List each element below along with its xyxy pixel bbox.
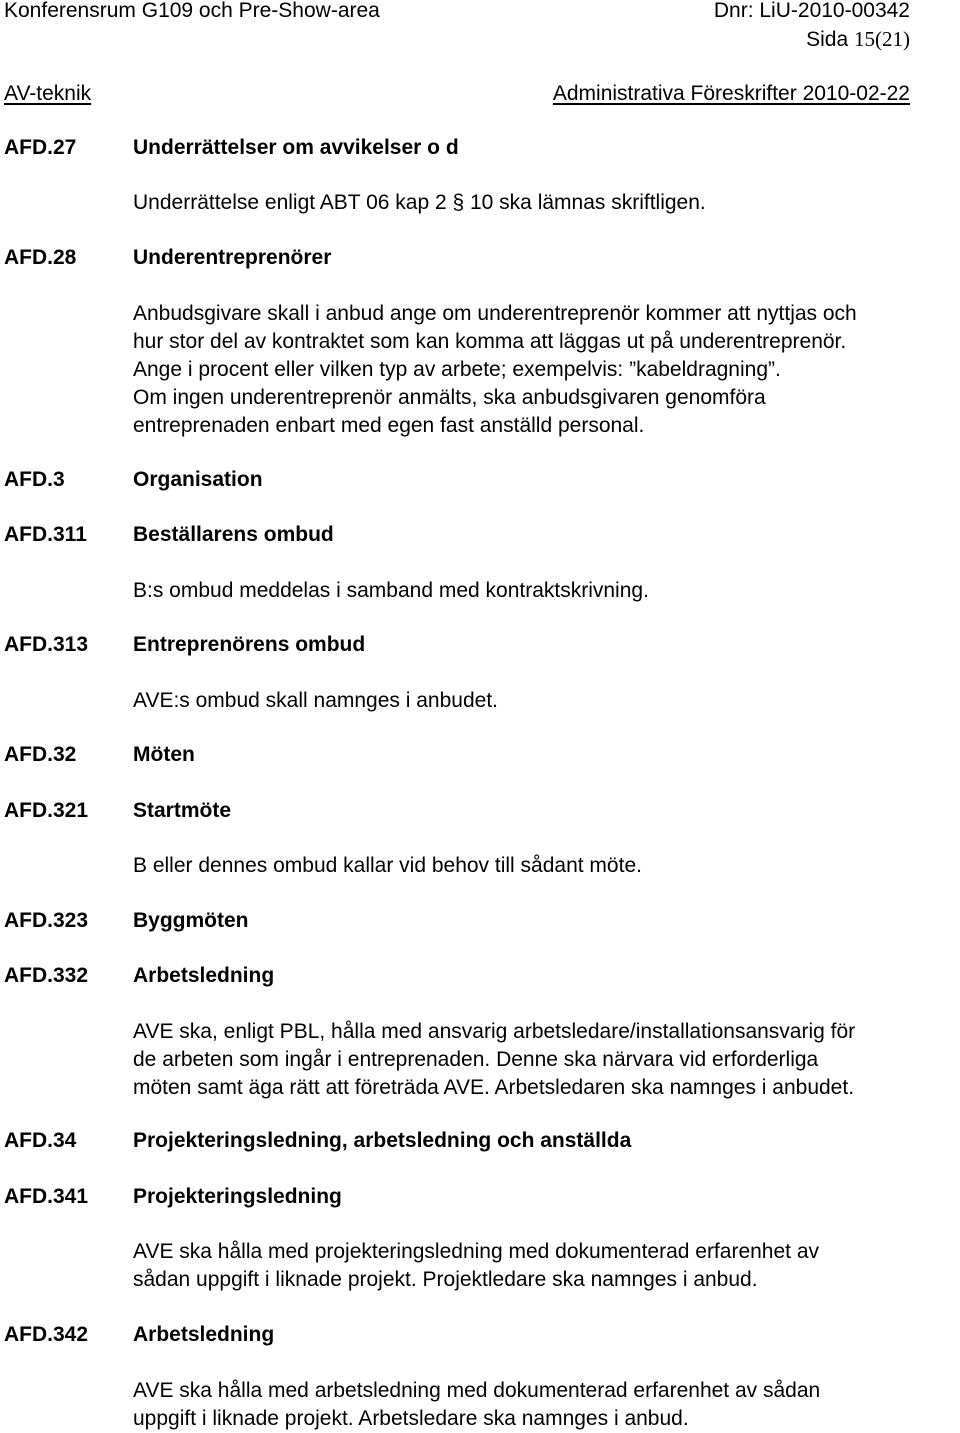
body-line: sådan uppgift i liknade projekt. Projektledare ska namnges i anbud.: [133, 1268, 758, 1291]
section-body: [133, 300, 956, 440]
body-line: möten samt äga rätt att företräda AVE. Arbetsledaren ska namnges i anbudet.: [133, 1076, 855, 1099]
section-body: [133, 1377, 956, 1433]
body-line: B eller dennes ombud kallar vid behov till sådant möte.: [133, 854, 642, 877]
document-title: Konferensrum G109 och Pre-Show-area: [4, 0, 380, 22]
body-line: Om ingen underentreprenör anmälts, ska anbudsgivaren genomföra: [133, 386, 766, 409]
section-number: AFD.32: [4, 743, 77, 766]
section-body: [133, 852, 956, 880]
body-line: de arbeten som ingår i entreprenaden. Denne ska närvara vid erforderliga: [133, 1048, 819, 1071]
section-title: Arbetsledning: [133, 964, 275, 987]
body-line: entreprenaden enbart med egen fast anställd personal.: [133, 414, 645, 437]
section-title: Entreprenörens ombud: [133, 633, 366, 656]
body-line: Anbudsgivare skall i anbud ange om underentreprenör kommer att nyttjas och: [133, 302, 857, 325]
page-count: 15(21): [854, 27, 910, 51]
page-label: Sida: [806, 28, 849, 51]
body-line: AVE:s ombud skall namnges i anbudet.: [133, 689, 498, 712]
document-subtitle: Administrativa Föreskrifter 2010-02-22: [552, 82, 910, 105]
section-title: Byggmöten: [133, 909, 249, 932]
section-body: [133, 1018, 956, 1102]
body-line: AVE ska hålla med arbetsledning med dokumenterad erfarenhet av sådan: [133, 1379, 821, 1402]
section-body: [133, 687, 956, 715]
section-number: AFD.342: [4, 1323, 89, 1346]
body-line: hur stor del av kontraktet som kan komma att läggas ut på underentreprenör.: [133, 330, 847, 353]
section-number: AFD.332: [4, 964, 89, 987]
section-number: AFD.323: [4, 909, 89, 932]
section-body: [133, 577, 956, 605]
body-line: B:s ombud meddelas i samband med kontraktskrivning.: [133, 579, 649, 602]
section-title: Underrättelser om avvikelser o d: [133, 136, 459, 159]
section-title: Organisation: [133, 468, 263, 491]
section-title: Arbetsledning: [133, 1323, 275, 1346]
department-label: AV-teknik: [4, 82, 92, 105]
section-title: Möten: [133, 743, 195, 766]
section-number: AFD.34: [4, 1129, 77, 1152]
section-number: AFD.311: [4, 523, 87, 546]
section-number: AFD.313: [4, 633, 89, 656]
section-title: Projekteringsledning, arbetsledning och anställda: [133, 1129, 632, 1152]
body-line: Ange i procent eller vilken typ av arbete; exempelvis: ”kabeldragning”.: [133, 358, 781, 381]
body-line: Underrättelse enligt ABT 06 kap 2 § 10 ska lämnas skriftligen.: [133, 191, 706, 214]
section-body: [133, 189, 956, 217]
section-number: AFD.321: [4, 799, 89, 822]
body-line: AVE ska hålla med projekteringsledning med dokumenterad erfarenhet av: [133, 1240, 820, 1263]
section-number: AFD.27: [4, 136, 77, 159]
section-number: AFD.28: [4, 246, 77, 269]
document-number: Dnr: LiU-2010-00342: [713, 0, 910, 22]
section-title: Projekteringsledning: [133, 1185, 342, 1208]
section-title: Startmöte: [133, 799, 232, 822]
page-number: [806, 25, 910, 54]
section-title: Beställarens ombud: [133, 523, 334, 546]
body-line: uppgift i liknade projekt. Arbetsledare ska namnges i anbud.: [133, 1407, 689, 1430]
section-number: AFD.3: [4, 468, 65, 491]
section-title: Underentreprenörer: [133, 246, 332, 269]
body-line: AVE ska, enligt PBL, hålla med ansvarig arbetsledare/installationsansvarig för: [133, 1020, 856, 1043]
section-number: AFD.341: [4, 1185, 89, 1208]
section-body: [133, 1238, 956, 1294]
